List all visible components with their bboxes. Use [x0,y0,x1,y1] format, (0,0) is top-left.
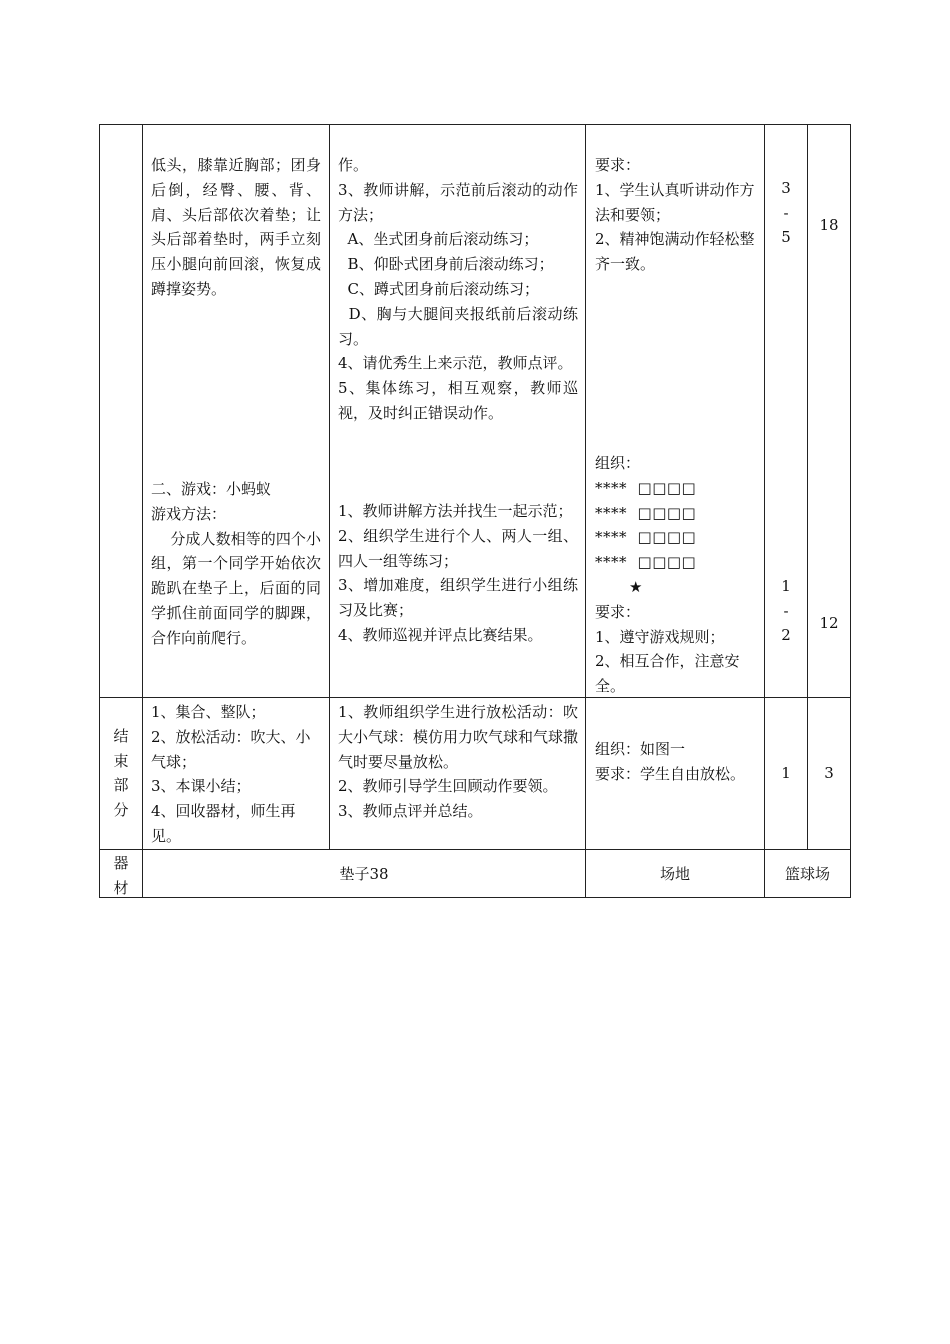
section2-times: 1 - 2 [781,577,791,644]
section1-method-cell [338,153,578,426]
content-line: 二、游戏：小蚂蚁 [151,480,272,498]
formation-row: **** □□□□ [595,553,697,572]
method-line: 3、增加难度，组织学生进行小组练习及比赛； [338,576,578,620]
content-line: 游戏方法： [151,504,227,523]
method-line: B、仰卧式团身前后滚动练习； [338,255,554,274]
method-line: 1、教师组织学生进行放松活动：吹大小气球：模仿用力吹气球和气球撒气时要尽量放松。 [338,703,579,771]
method-line: 3、教师点评并总结。 [338,802,483,821]
method-line: 4、请优秀生上来示范，教师点评。 [338,354,573,373]
column-divider-3 [585,124,586,898]
method-line: 2、教师引导学生回顾动作要领。 [338,777,558,796]
table-border-top [99,124,851,125]
content-line: 分成人数相等的四个小组，第一个同学开始依次跪趴在垫子上，后面的同学抓住前面同学的脚踝，合作向前爬行。 [151,529,321,647]
table-border-bottom [99,897,851,898]
table-border-right [850,124,851,898]
method-line: C、蹲式团身前后滚动练习； [338,279,540,298]
row-divider-equipment [99,849,851,850]
column-divider-5 [807,124,808,850]
org-line: 1、遵守游戏规则； [595,627,725,646]
method-line: 4、教师巡视并评点比赛结果。 [338,625,543,644]
content-line: 1、集合、整队； [151,703,266,721]
ending-method-cell [338,700,578,824]
formation-row: **** □□□□ [595,503,697,522]
formation-diagram [595,476,757,600]
section2-count: 12 [819,614,839,632]
method-line: A、坐式团身前后滚动练习； [338,230,539,249]
content-line: 2、放松活动：吹大、小气球； [151,727,311,771]
section2-method-cell [338,499,578,648]
equipment-value: 垫子38 [339,865,389,883]
section1-times: 3 - 5 [781,179,791,246]
teacher-star-icon: ★ [629,577,643,596]
ending-times: 1 [781,764,791,782]
org-label: 组织： [595,454,641,472]
org-line: 要求：学生自由放松。 [595,764,746,783]
ending-org-cell [595,737,757,787]
column-divider-1 [142,124,143,898]
method-line: 2、组织学生进行个人、两人一组、四人一组等练习； [338,526,578,570]
section1-count: 18 [819,216,839,234]
equipment-label: 器 材 [113,854,129,897]
section1-content-cell [151,153,321,302]
method-line: 1、教师讲解方法并找生一起示范； [338,502,573,520]
venue-label: 场地 [659,865,690,883]
org-line: 1、学生认真听讲动作方法和要领； [595,180,755,224]
content-line: 4、回收器材，师生再见。 [151,802,296,845]
method-line: 作。 [338,156,369,174]
section2-content-cell [151,477,321,651]
content-line: 3、本课小结； [151,777,251,796]
method-line: 3、教师讲解，示范前后滚动的动作方法； [338,180,578,224]
section1-org-cell [595,153,757,277]
section2-org-cell [595,451,757,699]
method-line: D、胸与大腿间夹报纸前后滚动练习。 [338,304,578,348]
ending-section-label: 结 束 部 分 [113,727,129,819]
table-border-left [99,124,100,898]
column-divider-4 [764,124,765,898]
ending-count: 3 [824,764,834,782]
ending-content-cell [151,700,323,849]
formation-row: **** □□□□ [595,528,697,547]
org-line: 2、相互合作，注意安全。 [595,652,740,696]
org-line: 要求： [595,602,641,621]
formation-row: **** □□□□ [595,478,697,497]
method-line: 5、集体练习，相互观察，教师巡视，及时纠正错误动作。 [338,379,578,422]
venue-value: 篮球场 [784,865,830,883]
org-line: 2、精神饱满动作轻松整齐一致。 [595,230,755,274]
org-line: 组织：如图一 [595,740,686,758]
column-divider-2 [329,124,330,850]
org-line: 要求： [595,156,641,174]
section1-content-text: 低头，膝靠近胸部；团身后倒，经臀、腰、背、肩、头后部依次着垫；让头后部着垫时，两手立刻压小腿向前回滚，恢复成蹲撑姿势。 [151,156,321,298]
